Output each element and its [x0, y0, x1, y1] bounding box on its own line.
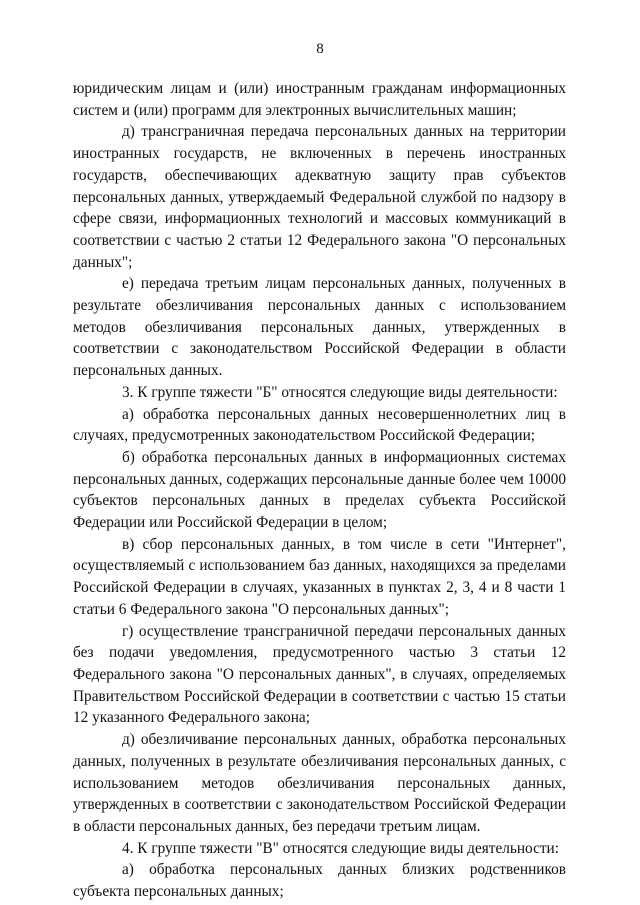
paragraph-item-v: в) сбор персональных данных, в том числе в сети "Интернет", осуществляемый с использованием баз данных, находящихся за пределами Российской Федерации в случаях, указанных в пунктах 2, 3, 4 и 8 части 1 статьи 6 Федерального закона "О персональных данных"; [73, 535, 566, 618]
section-heading-group-v: 4. К группе тяжести "В" относятся следующие виды деятельности: [122, 839, 559, 857]
paragraph-item-e: е) передача третьим лицам персональных данных, полученных в результате обезличивания персональных данных с использованием методов обезличивания персональных данных, утвержденных в соответствии с законодательством Российской Федерации в области персональных данных. [73, 275, 566, 380]
paragraph-item-a: а) обработка персональных данных несовершеннолетних лиц в случаях, предусмотренных законодательством Российской Федерации; [73, 405, 566, 445]
paragraph-item-g: г) осуществление трансграничной передачи персональных данных без подачи уведомления, предусмотренного частью 3 статьи 12 Федерального закона "О персональных данных", в случаях, определяемых Правительством Российской Федерации в соответствии с частью 15 статьи 12 указанного Федерального закона; [73, 622, 566, 727]
section-heading-group-b: 3. К группе тяжести "Б" относятся следующие виды деятельности: [122, 383, 558, 401]
paragraph-item-a-second: а) обработка персональных данных близких родственников субъекта персональных данных; [73, 861, 566, 901]
paragraph-item-d: д) трансграничная передача персональных данных на территории иностранных государств, не включенных в перечень иностранных государств, обеспечивающих адекватную защиту прав субъектов персональных данных, утверждаемый Федеральной службой по надзору в сфере связи, информационных технологий и массовых коммуникаций в соответствии с частью 2 статьи 12 Федерального закона "О персональных данных"; [73, 123, 566, 271]
document-body [73, 78, 566, 903]
paragraph-item-b: б) обработка персональных данных в информационных системах персональных данных, содержащих персональные данные более чем 10000 субъектов персональных данных в пределах субъекта Российской Федерации или Российской Федерации в целом; [73, 448, 566, 532]
paragraph-continuation: юридическим лицам и (или) иностранным гражданам информационных систем и (или) программ для электронных вычислительных машин; [73, 80, 566, 119]
page-number: 8 [316, 41, 324, 57]
paragraph-item-d-second: д) обезличивание персональных данных, обработка персональных данных, полученных в результате обезличивания персональных данных, с использованием методов обезличивания персональных данных, утвержденных в соответствии с законодательством Российской Федерации в области персональных данных, без передачи третьим лицам. [73, 731, 566, 835]
